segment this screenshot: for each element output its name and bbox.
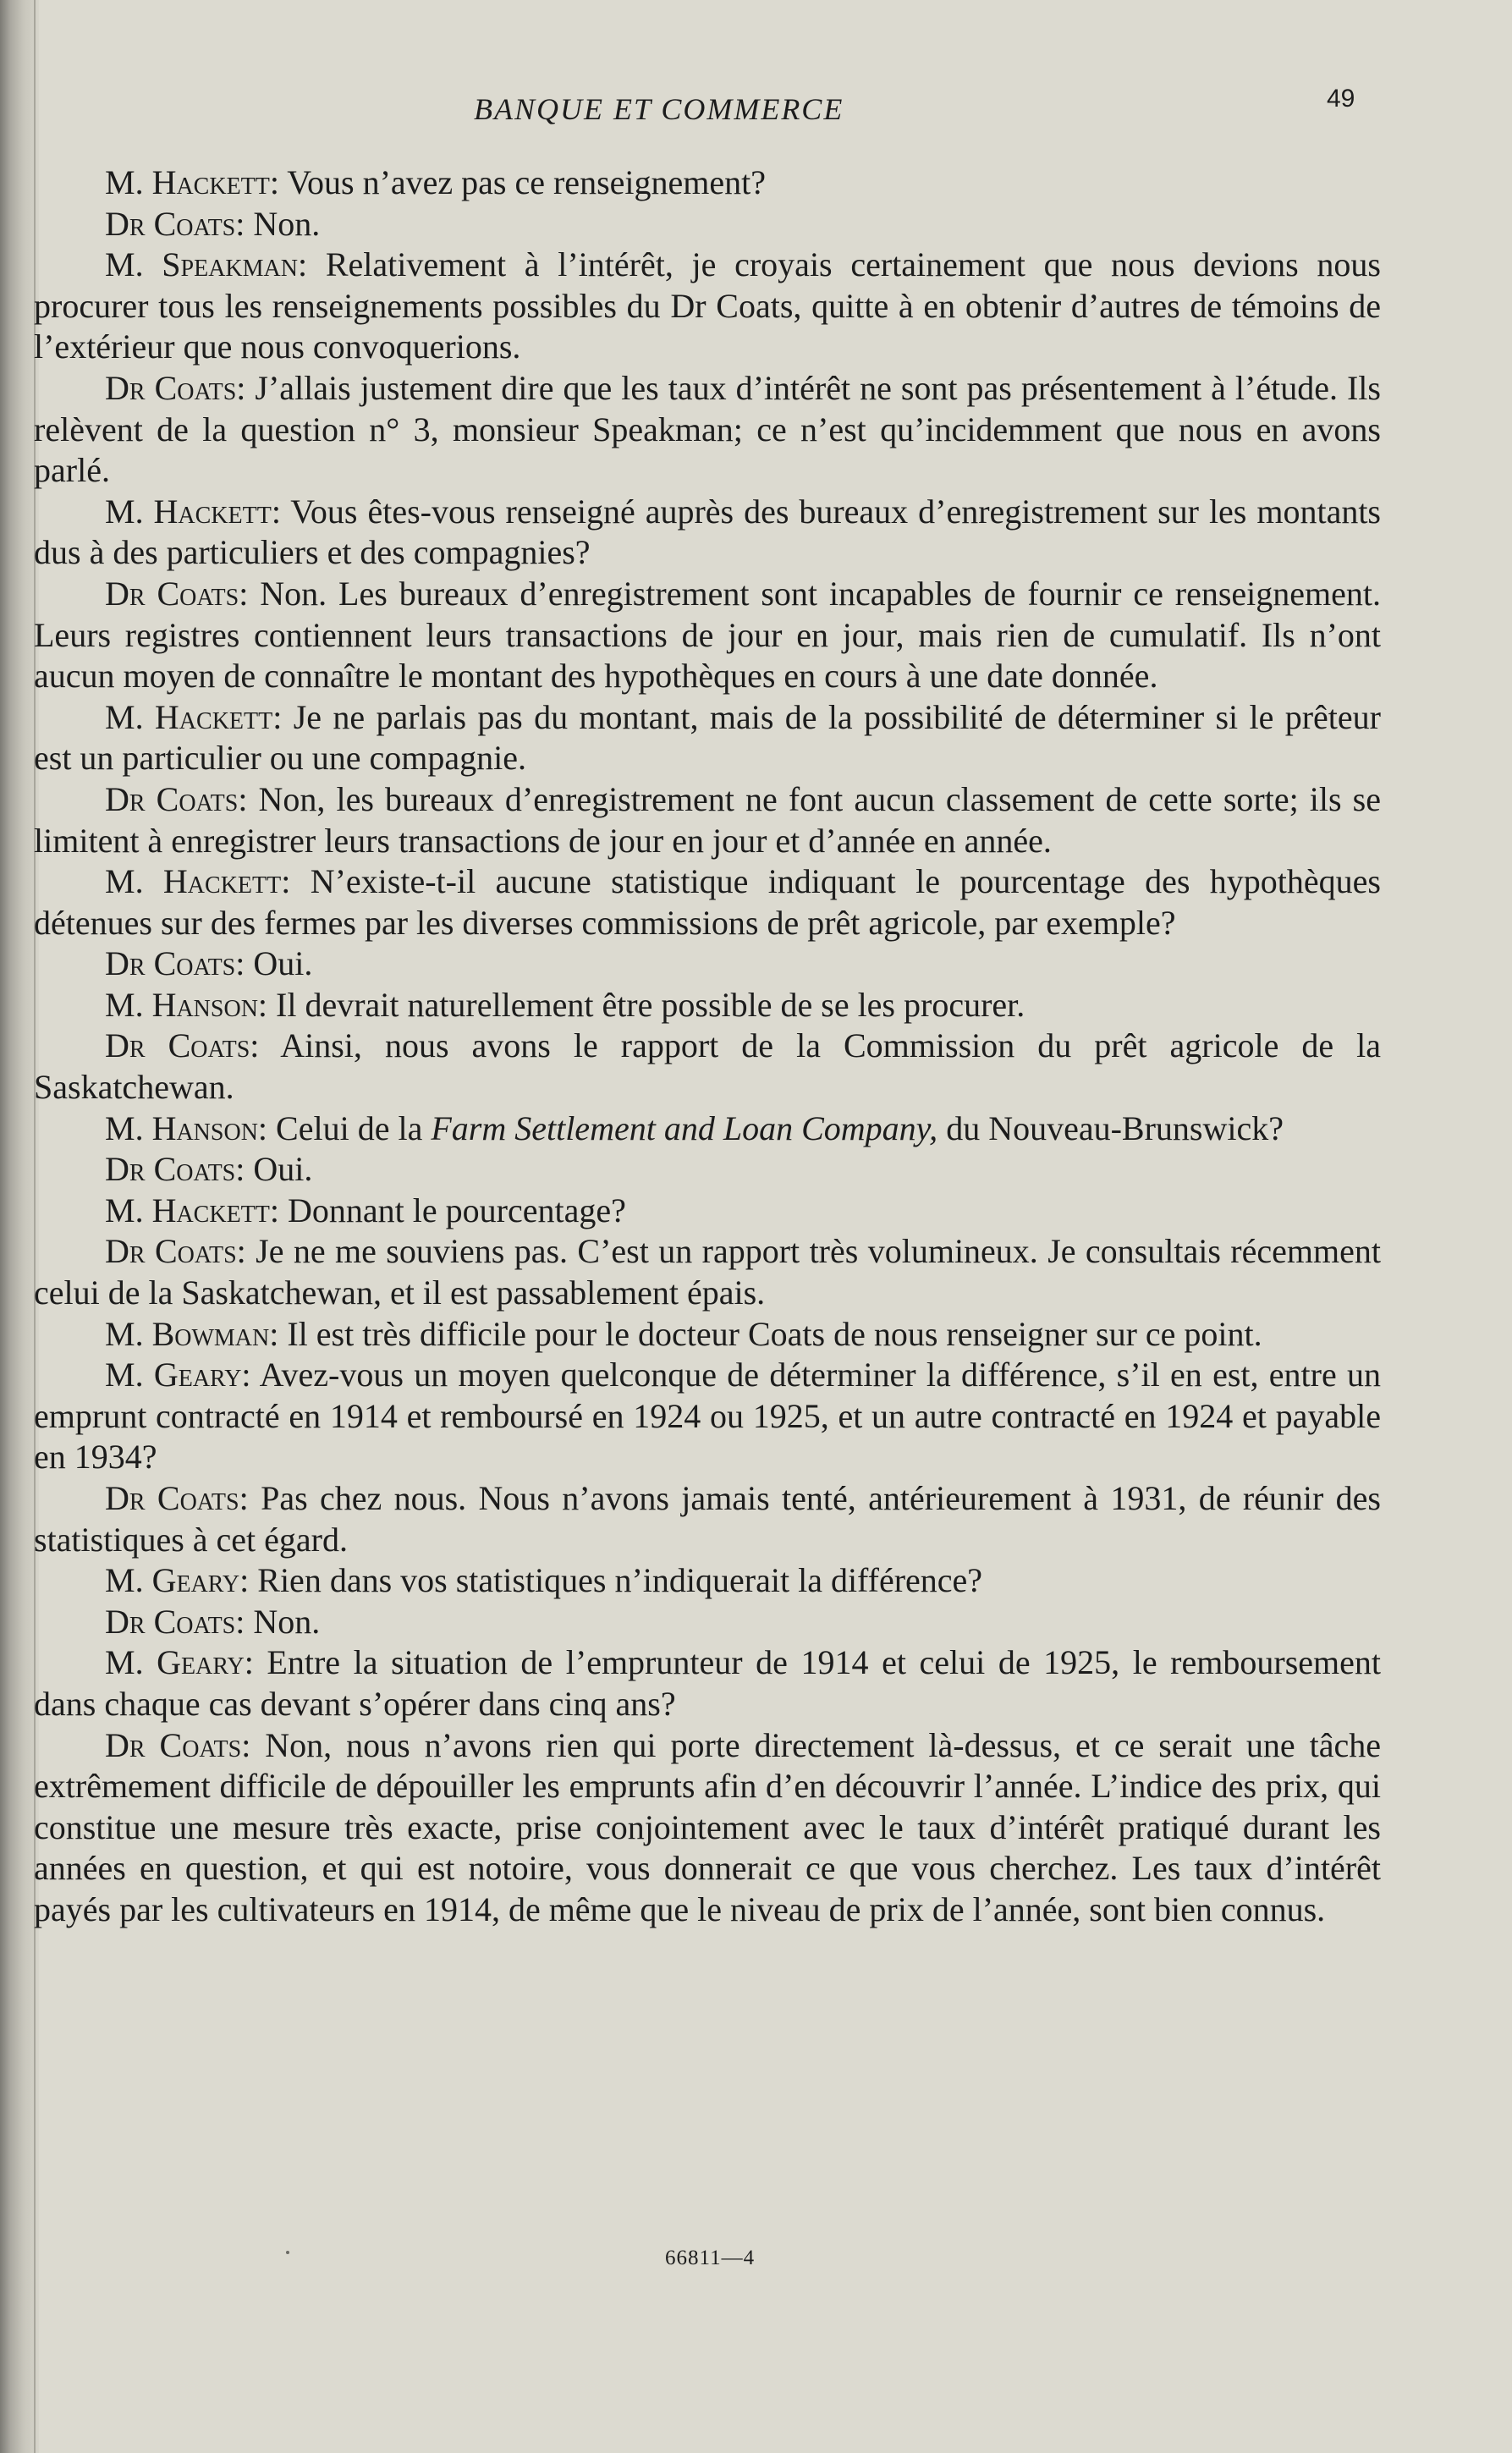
utterance: J’allais justement dire que les taux d’intérêt ne sont pas présentement à l’étude. Ils relèvent de la question n° 3, monsieur Speakman; ce n’est qu’incidemment que nous en avons parlé. xyxy=(34,368,1381,490)
speaker-name: M. Hackett xyxy=(105,1191,270,1229)
speaker-name: M. Hanson xyxy=(105,985,258,1024)
paragraph: Dr Coats: Ainsi, nous avons le rapport de la Commission du prêt agricole de la Saskatchewan. xyxy=(34,1026,1382,1107)
utterance: Non, les bureaux d’enregistrement ne font aucun classement de cette sorte; ils se limitent à enregistrer leurs transactions de jour en jour et d’année en année. xyxy=(34,779,1381,860)
paragraph: Dr Coats: Non, nous n’avons rien qui porte directement là-dessus, et ce serait une tâche extrêmement difficile de dépouiller les emprunts afin d’en découvrir l’année. L’indice des prix, qui constitue une mesure très exacte, prise conjointement avec le taux d’intérêt pratiqué durant les années en question, et qui est notoire, vous donnerait ce que vous cherchez. Les taux d’intérêt payés par les cultivateurs en 1914, de même que le niveau de prix de l’année, sont bien connus. xyxy=(34,1725,1381,1928)
paragraph: M. Hackett: Je ne parlais pas du montant, mais de la possibilité de déterminer si le prêteur est un particulier ou une compagnie. xyxy=(34,697,1381,778)
printer-code: 66811—4 xyxy=(665,2247,756,2269)
utterance: Vous n’avez pas ce renseignement? xyxy=(287,163,766,201)
speaker-name: Dr Coats xyxy=(105,1479,239,1517)
speaker-name: Dr Coats xyxy=(105,1232,237,1271)
utterance: Non. Les bureaux d’enregistrement sont incapables de fournir ce renseignement. Leurs registres contiennent leurs transactions de jour en jour, mais rien de cumulatif. Ils n’ont aucun moyen de connaître le montant des hypothèques en cours à une date donnée. xyxy=(34,574,1381,696)
speaker-name: Dr Coats xyxy=(105,1602,236,1641)
transcript-body xyxy=(34,162,1381,1931)
speaker-name: M. Hanson xyxy=(105,1108,258,1147)
page-number: 49 xyxy=(1327,85,1355,113)
utterance: Non. xyxy=(253,204,321,243)
speaker-name: Dr Coats xyxy=(105,779,239,818)
paragraph: M. Hanson: Celui de la Farm Settlement and Loan Company, du Nouveau-Brunswick? xyxy=(105,1108,1284,1147)
paragraph: M. Hackett: Vous êtes-vous renseigné auprès des bureaux d’enregistrement sur les montants dus à des particuliers et des compagnies? xyxy=(34,492,1381,572)
utterance: N’existe-t-il aucune statistique indiquant le pourcentage des hypothèques détenues sur des fermes par les diverses commissions de prêt agricole, par exemple? xyxy=(34,862,1381,942)
speaker-name: Dr Coats xyxy=(105,1026,250,1065)
paragraph: Dr Coats: Non. xyxy=(105,1602,321,1641)
paragraph: Dr Coats: Non. xyxy=(105,204,321,243)
speaker-name: M. Geary xyxy=(105,1356,242,1394)
speaker-name: M. Hackett xyxy=(105,492,272,531)
company-name: Farm Settlement and Loan Company, xyxy=(431,1108,938,1147)
utterance: Il devrait naturellement être possible de se les procurer. xyxy=(276,985,1025,1024)
utterance: Entre la situation de l’emprunteur de 1914 et celui de 1925, le remboursement dans chaque cas devant s’opérer dans cinq ans? xyxy=(34,1643,1381,1723)
speaker-name: M. Hackett xyxy=(105,862,282,901)
speaker-name: M. Speakman xyxy=(105,245,298,284)
paragraph: M. Hackett: N’existe-t-il aucune statistique indiquant le pourcentage des hypothèques détenues sur des fermes par les diverses commissions de prêt agricole, par exemple? xyxy=(34,862,1381,942)
utterance: Oui. xyxy=(253,944,313,983)
utterance: Vous êtes-vous renseigné auprès des bureaux d’enregistrement sur les montants dus à des particuliers et des compagnies? xyxy=(34,492,1381,572)
speaker-name: Dr Coats xyxy=(105,368,237,407)
paragraph: M. Hanson: Il devrait naturellement être possible de se les procurer. xyxy=(105,985,1025,1024)
speaker-name: Dr Coats xyxy=(105,204,236,243)
utterance: Pas chez nous. Nous n’avons jamais tenté, antérieurement à 1931, de réunir des statistiques à cet égard. xyxy=(34,1479,1381,1559)
paragraph: M. Speakman: Relativement à l’intérêt, je croyais certainement que nous devions nous procurer tous les renseignements possibles du Dr Coats, quitte à en obtenir d’autres de témoins de l’extérieur que nous convoquerions. xyxy=(34,245,1381,366)
speaker-name: M. Hackett xyxy=(105,697,273,736)
speaker-name: Dr Coats xyxy=(105,1725,242,1764)
paragraph: M. Geary: Avez-vous un moyen quelconque de déterminer la différence, s’il en est, entre un emprunt contracté en 1914 et remboursé en 1924 ou 1925, et un autre contracté en 1924 et payable en 1934? xyxy=(34,1356,1381,1477)
utterance: Donnant le pourcentage? xyxy=(288,1191,626,1229)
utterance: Ainsi, nous avons le rapport de la Commission du prêt agricole de la Saskatchewan. xyxy=(34,1026,1382,1107)
utterance: Non, nous n’avons rien qui porte directement là-dessus, et ce serait une tâche extrêmement difficile de dépouiller les emprunts afin d’en découvrir l’année. L’indice des prix, qui constitue une mesure très exacte, prise conjointement avec le taux d’intérêt pratiqué durant les années en question, et qui est notoire, vous donnerait ce que vous cherchez. Les taux d’intérêt payés par les cultivateurs en 1914, de même que le niveau de prix de l’année, sont bien connus. xyxy=(34,1725,1381,1928)
speaker-name: M. Geary xyxy=(105,1643,245,1682)
paragraph: M. Geary: Rien dans vos statistiques n’indiquerait la différence? xyxy=(105,1561,983,1600)
paragraph: Dr Coats: Oui. xyxy=(105,944,313,983)
paragraph: Dr Coats: Oui. xyxy=(105,1150,313,1189)
utterance: Je ne parlais pas du montant, mais de la possibilité de déterminer si le prêteur est un particulier ou une compagnie. xyxy=(34,697,1381,778)
speaker-name: M. Bowman xyxy=(105,1314,270,1353)
speaker-name: M. Geary xyxy=(105,1561,240,1600)
utterance: Je ne me souviens pas. C’est un rapport très volumineux. Je consultais récemment celui de la Saskatchewan, et il est passablement épais. xyxy=(34,1232,1381,1312)
running-title: BANQUE ET COMMERCE xyxy=(474,92,844,126)
paragraph: M. Bowman: Il est très difficile pour le docteur Coats de nous renseigner sur ce point. xyxy=(105,1314,1262,1353)
page-header xyxy=(0,85,1512,135)
paragraph: Dr Coats: Non. Les bureaux d’enregistrement sont incapables de fournir ce renseignement. Leurs registres contiennent leurs transactions de jour en jour, mais rien de cumulatif. Ils n’ont aucun moyen de connaître le montant des hypothèques en cours à une date donnée. xyxy=(34,574,1381,696)
utterance: Oui. xyxy=(253,1150,313,1189)
speaker-name: M. Hackett xyxy=(105,163,270,201)
paragraph: M. Hackett: Vous n’avez pas ce renseignement? xyxy=(105,163,766,201)
utterance: Avez-vous un moyen quelconque de déterminer la différence, s’il en est, entre un emprunt contracté en 1914 et remboursé en 1924 ou 1925, et un autre contracté en 1924 et payable en 1934? xyxy=(34,1356,1381,1477)
paragraph: Dr Coats: Non, les bureaux d’enregistrement ne font aucun classement de cette sorte; ils se limitent à enregistrer leurs transactions de jour en jour et d’année en année. xyxy=(34,779,1381,860)
utterance-continued: du Nouveau-Brunswick? xyxy=(937,1108,1284,1147)
utterance: Celui de la xyxy=(276,1108,423,1147)
paragraph: Dr Coats: Pas chez nous. Nous n’avons jamais tenté, antérieurement à 1931, de réunir des statistiques à cet égard. xyxy=(34,1479,1381,1559)
utterance: Rien dans vos statistiques n’indiquerait la différence? xyxy=(257,1561,983,1600)
paragraph: Dr Coats: Je ne me souviens pas. C’est un rapport très volumineux. Je consultais récemment celui de la Saskatchewan, et il est passablement épais. xyxy=(34,1232,1381,1312)
paragraph: M. Hackett: Donnant le pourcentage? xyxy=(105,1191,626,1229)
speaker-name: Dr Coats xyxy=(105,574,239,613)
paragraph: M. Geary: Entre la situation de l’emprunteur de 1914 et celui de 1925, le remboursement dans chaque cas devant s’opérer dans cinq ans? xyxy=(34,1643,1381,1723)
utterance: Relativement à l’intérêt, je croyais certainement que nous devions nous procurer tous les renseignements possibles du Dr Coats, quitte à en obtenir d’autres de témoins de l’extérieur que nous convoquerions. xyxy=(34,245,1381,366)
utterance: Non. xyxy=(253,1602,321,1641)
print-speck xyxy=(286,2251,289,2254)
utterance: Il est très difficile pour le docteur Coats de nous renseigner sur ce point. xyxy=(287,1314,1262,1353)
speaker-name: Dr Coats xyxy=(105,1150,236,1189)
speaker-name: Dr Coats xyxy=(105,944,236,983)
paragraph: Dr Coats: J’allais justement dire que les taux d’intérêt ne sont pas présentement à l’étude. Ils relèvent de la question n° 3, monsieur Speakman; ce n’est qu’incidemment que nous en avons parlé. xyxy=(34,368,1381,490)
